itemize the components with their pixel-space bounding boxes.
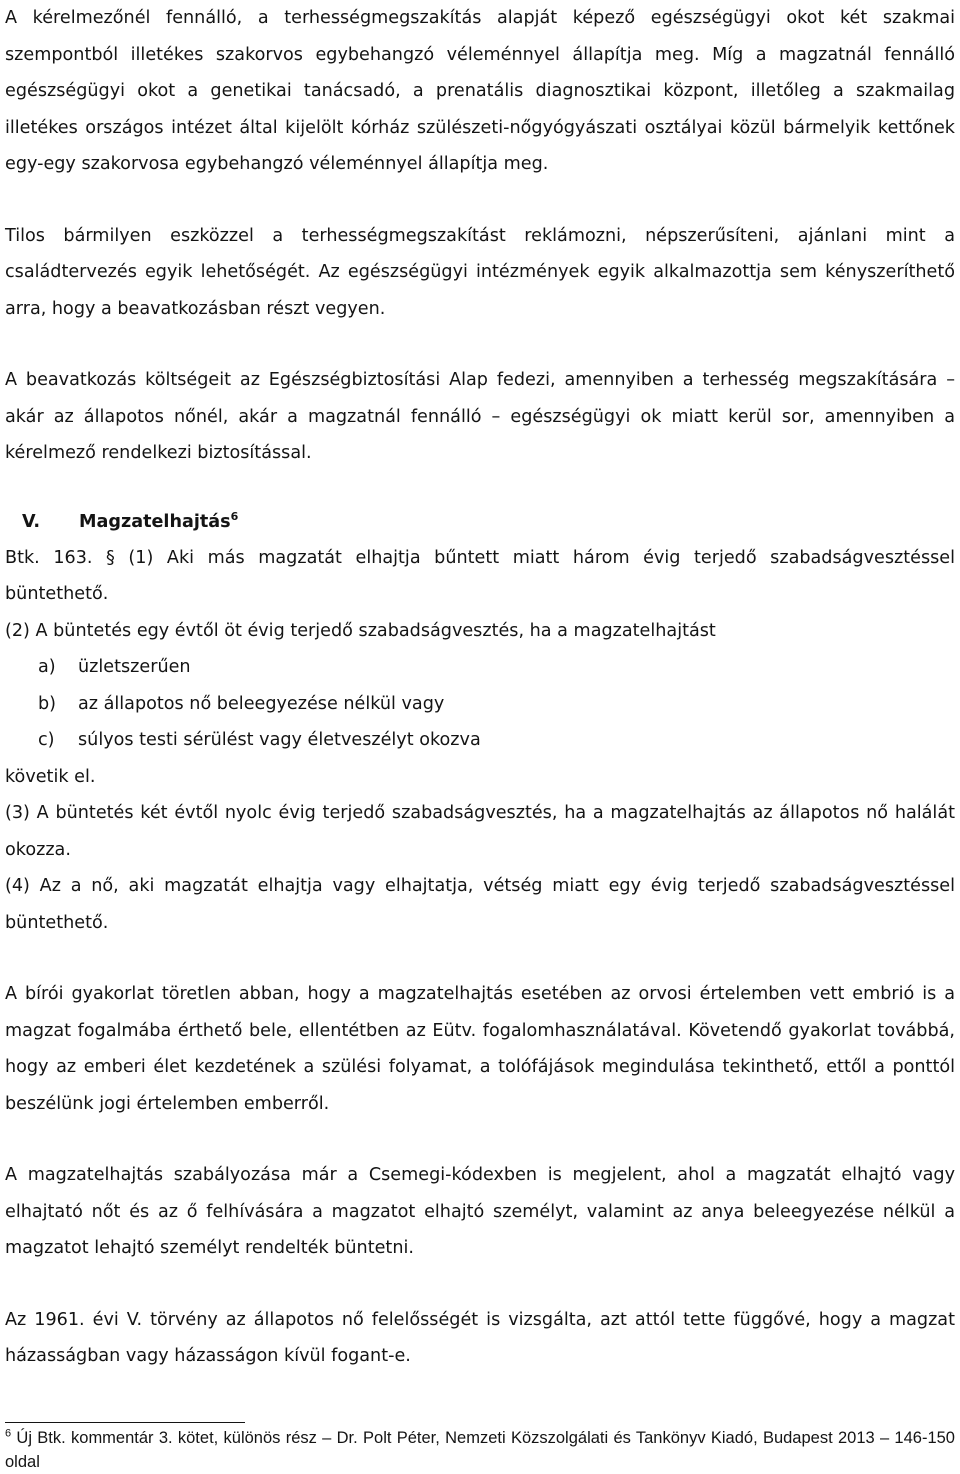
- law-paragraph-4: (4) Az a nő, aki magzatát elhajtja vagy elhajtatja, vétség miatt egy évig terjedő szabadságvesztéssel büntethető.: [5, 876, 955, 933]
- list-item-text: üzletszerűen: [78, 657, 191, 677]
- list-item: [5, 686, 955, 723]
- footnote-divider: [5, 1422, 245, 1423]
- law-paragraph-2-end: követik el.: [5, 766, 96, 787]
- section-title: Magzatelhajtás: [79, 511, 231, 532]
- footnote-reference[interactable]: 6: [230, 509, 239, 523]
- list-item-letter: a): [38, 657, 56, 677]
- law-paragraph-1: Btk. 163. § (1) Aki más magzatát elhajtja bűntett miatt három évig terjedő szabadságvesztéssel büntethető.: [5, 547, 955, 604]
- law-paragraph-2-intro: (2) A büntetés egy évtől öt évig terjedő szabadságvesztés, ha a magzatelhajtást: [5, 620, 716, 641]
- paragraph-1961-law: Az 1961. évi V. törvény az állapotos nő felelősségét is vizsgálta, azt attól tette függővé, hogy a magzat házasságban vagy házasságon kívül fogant-e.: [5, 1309, 955, 1366]
- paragraph-advertising-ban: Tilos bármilyen eszközzel a terhességmegszakítást reklámozni, népszerűsíteni, ajánlani mint a családtervezés egyik lehetőségét. Az egészségügyi intézmények egyik alkalmazottja sem kényszeríthető arra, hogy a beavatkozásban részt vegyen.: [5, 225, 955, 319]
- footnote-text: Új Btk. kommentár 3. kötet, különös rész – Dr. Polt Péter, Nemzeti Közszolgálati és Tankönyv Kiadó, Budapest 2013 – 146-150 oldal: [5, 1429, 955, 1471]
- list-item-text: az állapotos nő beleegyezése nélkül vagy: [78, 693, 445, 714]
- section-heading: [5, 504, 955, 540]
- list-item-letter: b): [38, 693, 57, 714]
- footnote: [5, 1426, 955, 1474]
- law-list: [5, 649, 955, 759]
- law-paragraph-3: (3) A büntetés két évtől nyolc évig terjedő szabadságvesztés, ha a magzatelhajtás az állapotos nő halálát okozza.: [5, 803, 955, 860]
- section-number: V.: [22, 511, 41, 532]
- list-item: [5, 649, 955, 686]
- paragraph-csemegi-code: A magzatelhajtás szabályozása már a Csemegi-kódexben is megjelent, ahol a magzatát elhajtó vagy elhajtató nőt és az ő felhívására a magzatot elhajtó személyt, valamint az anya beleegyezése nélkül a magzatot lehajtó személyt rendelték büntetni.: [5, 1165, 955, 1258]
- document-page: [5, 0, 955, 1375]
- paragraph-costs: A beavatkozás költségeit az Egészségbiztosítási Alap fedezi, amennyiben a terhesség megszakítására – akár az állapotos nőnél, akár a magzatnál fennálló – egészségügyi ok miatt kerül sor, amennyiben a kérelmező rendelkezi biztosítással.: [5, 370, 955, 463]
- footnote-number: 6: [5, 1427, 12, 1440]
- paragraph-eligibility: A kérelmezőnél fennálló, a terhességmegszakítás alapját képező egészségügyi okot két szakmai szempontból illetékes szakorvos egybehangzó véleménnyel állapítja meg. Míg a magzatnál fennálló egészségügyi okot a genetikai tanácsadó, a prenatális diagnosztikai központ, illetőleg a szakmailag illetékes országos intézet által kijelölt kórház szülészeti-nőgyógyászati osztályai közül bármelyik kettőnek egy-egy szakorvosa egybehangzó véleménnyel állapítja meg.: [5, 8, 955, 174]
- list-item: [5, 722, 955, 759]
- list-item-text: súlyos testi sérülést vagy életveszélyt okozva: [78, 730, 481, 750]
- paragraph-case-law: A bírói gyakorlat töretlen abban, hogy a magzatelhajtás esetében az orvosi értelemben vett embrió is a magzat fogalmába érthető bele, ellentétben az Eütv. fogalomhasználatával. Követendő gyakorlat továbbá, hogy az emberi élet kezdetének a szülési folyamat, a tolófájások megindulása tekinthető, ettől a ponttól beszélünk jogi értelemben emberről.: [5, 984, 955, 1114]
- list-item-letter: c): [38, 730, 55, 750]
